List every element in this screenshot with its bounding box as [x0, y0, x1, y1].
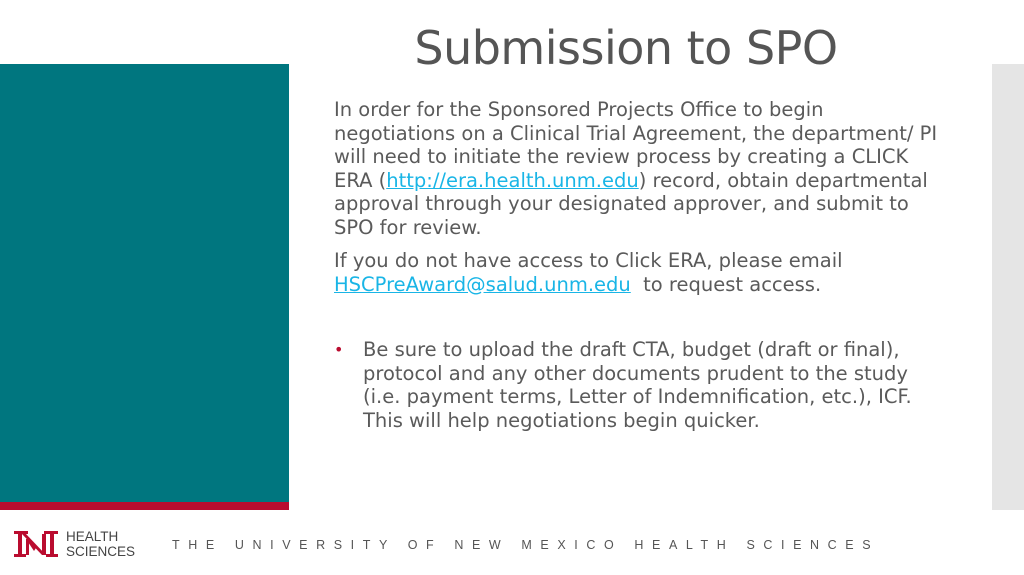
slide-body: [334, 98, 944, 432]
paragraph-2-text-before: If you do not have access to Click ERA, please email: [334, 249, 843, 272]
footer-brand: [66, 529, 135, 559]
email-link[interactable]: HSCPreAward@salud.unm.edu: [334, 272, 631, 296]
brand-line-sciences: SCIENCES: [66, 544, 136, 559]
paragraph-1-text-after: ) record, obtain departmental approval through your designated approver, and submit to SPO for review.: [334, 168, 928, 239]
paragraph-2-text-after: to request access.: [630, 272, 822, 296]
unm-logo-icon: [12, 528, 60, 560]
gray-side-strip: [992, 64, 1024, 510]
bullet-list: [334, 338, 944, 432]
slide-title: Submission to SPO: [414, 21, 838, 75]
red-accent-bar: [0, 502, 289, 510]
era-link[interactable]: http://era.health.unm.edu: [386, 168, 639, 192]
brand-line-health: HEALTH: [66, 529, 119, 544]
bullet-item: [334, 338, 944, 432]
bullet-dot-icon: •: [334, 340, 344, 359]
paragraph-click-era: [334, 98, 944, 239]
paragraph-access: [334, 249, 944, 296]
bullet-text: Be sure to upload the draft CTA, budget (draft or final), protocol and any other documents prudent to the study (i.e. payment terms, Letter of Indemnification, etc.), ICF. This will help negotiations begin quicker.: [363, 338, 912, 432]
paragraph-1-text-before: In order for the Sponsored Projects Office to begin negotiations on a Clinical Trial Agreement, the department/ PI will need to initiate the review process by creating a CLICK ERA (: [334, 98, 938, 192]
footer-tagline: THE UNIVERSITY OF NEW MEXICO HEALTH SCIENCES: [172, 538, 880, 552]
teal-side-panel: [0, 64, 289, 502]
